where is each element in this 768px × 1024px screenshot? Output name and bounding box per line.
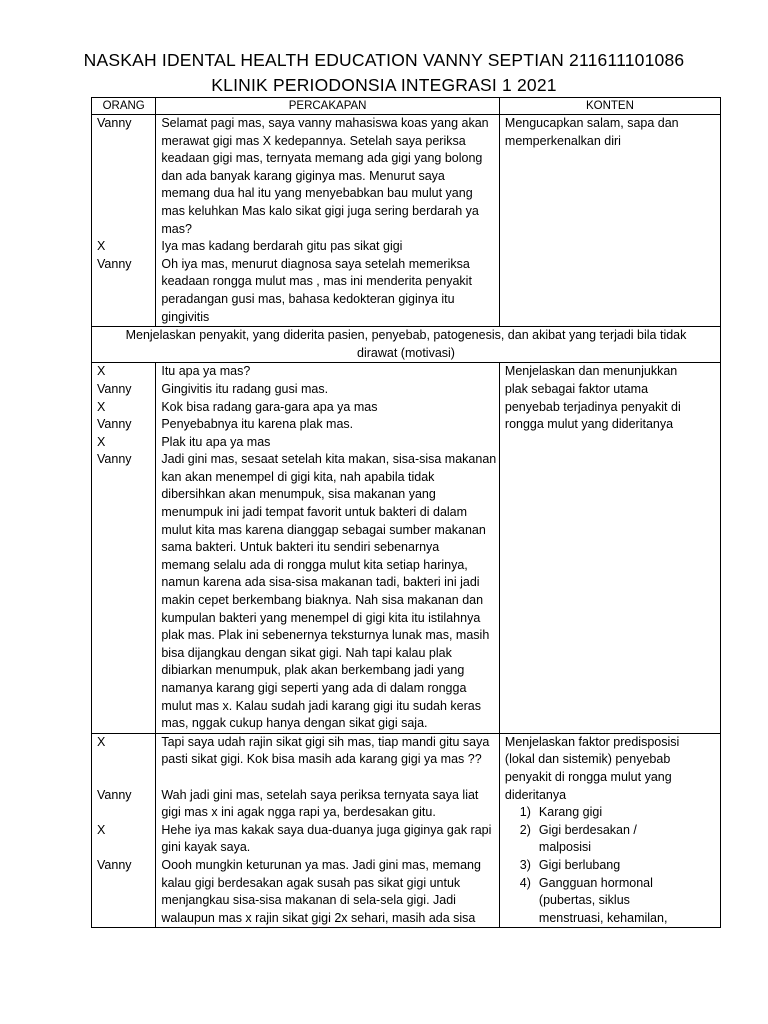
konten-line: plak sebagai faktor utama [504,381,649,396]
factor-text-line: Gigi berdesakan / [538,822,637,837]
dialogue-line: gigi mas x ini agak ngga rapi ya, berdesakan gitu. [161,805,436,820]
factor-text-line: malposisi [538,840,592,855]
speaker-name: X [97,399,106,414]
section-band-line: dirawat (motivasi) [357,345,455,360]
dialogue-line: Iya mas kadang berdarah gitu pas sikat gigi [161,239,403,254]
konten-line: Mengucapkan salam, sapa dan [504,116,679,130]
dialogue-line: Jadi gini mas, sesaat setelah kita makan, sisa-sisa makanan [161,452,497,467]
speaker-cell [92,733,156,928]
konten-line: Menjelaskan faktor predisposisi [504,734,680,749]
section-band [92,327,721,363]
dialogue-line: kan akan menempel di gigi kita, nah apabila tidak [161,469,435,484]
speaker-name [97,203,150,221]
speaker-name: X [97,734,106,749]
konten-line: rongga mulut yang dideritanya [504,417,674,432]
dialogue-line: pasti sikat gigi. Kok bisa masih ada karang gigi ya mas ?? [161,752,482,767]
header-percakapan: PERCAKAPAN [156,98,500,115]
dialogue-line: Hehe iya mas kakak saya dua-duanya juga giginya gak rapi [161,822,492,837]
table-header-row [92,98,721,115]
dialogue-line: mulut mas x. Kalau sudah jadi karang gigi itu sudah keras [161,698,481,713]
speaker-name [97,751,150,769]
factor-list-item [505,875,715,928]
dialogue-line: sama bakteri. Untuk bakteri itu sendiri sebenarnya [161,540,440,555]
factor-list-item [505,857,715,875]
factor-text [539,822,715,857]
factor-text [539,875,715,928]
dialogue-line: mas? [161,221,192,236]
konten-line: penyebab terjadinya penyakit di [504,399,681,414]
konten-cell [499,115,720,327]
speaker-name: X [97,822,106,837]
document-subtitle: KLINIK PERIODONSIA INTEGRASI 1 2021 [211,75,557,95]
speaker-name [97,839,150,857]
dialogue-line: Wah jadi gini mas, setelah saya periksa ternyata saya liat [161,787,479,802]
konten-line: Menjelaskan dan menunjukkan [504,364,678,379]
dialogue-cell [156,115,500,327]
section-band-line: Menjelaskan penyakit, yang diderita pasien, penyebab, patogenesis, dan akibat yang terjadi bila tidak [125,328,687,343]
dialogue-line: kalau gigi berdesakan agak susah pas sikat gigi untuk [161,875,461,890]
document-title: NASKAH IDENTAL HEALTH EDUCATION VANNY SEPTIAN 211611101086 [83,50,685,70]
speaker-name [97,804,150,822]
speaker-name [97,133,150,151]
dialogue-line: memang selalu ada di rongga mulut kita setiap harinya, [161,557,468,572]
table-row [92,363,721,733]
konten-line: penyakit di rongga mulut yang [504,769,672,784]
dialogue-line: Tapi saya udah rajin sikat gigi sih mas, tiap mandi gitu saya [161,734,490,749]
speaker-name: Vanny [97,787,132,802]
dialogue-line: memang dua hal itu yang menyebabkan bau mulut yang [161,186,473,201]
speaker-name: Vanny [97,116,132,130]
factor-number: 1) [519,805,531,820]
dialogue-line: dibiarkan menumpuk, plak akan berkembang jadi yang [161,663,465,678]
speaker-name: X [97,364,106,379]
speaker-name: Vanny [97,452,132,467]
header-konten: KONTEN [499,98,720,115]
factor-number: 2) [519,822,531,837]
dialogue-line: menjangkau sisa-sisa makanan di sela-sela gigi. Jadi [161,893,456,908]
factor-list-item [505,804,715,822]
dialogue-line: walaupun mas x rajin sikat gigi 2x sehari, masih ada sisa [161,910,476,925]
factor-text [539,804,715,822]
dialogue-line: merawat gigi mas X kedepannya. Setelah saya periksa [161,133,466,148]
section-band-row [92,327,721,363]
dialogue-line: gini kayak saya. [161,840,251,855]
speaker-name: X [97,434,106,449]
konten-cell [499,363,720,733]
dialogue-line: gingivitis [161,309,210,324]
factor-text-line: Karang gigi [538,805,603,820]
konten-line: memperkenalkan diri [504,133,621,148]
dialogue-cell [156,733,500,928]
speaker-name: Vanny [97,417,132,432]
dialogue-line: Oh iya mas, menurut diagnosa saya setelah memeriksa [161,256,470,271]
dialogue-line: menumpuk ini jadi tempat favorit untuk bakteri di dalam [161,505,468,520]
dialogue-line: dibersihkan akan menumpuk, sisa makanan yang [161,487,436,502]
konten-line: dideritanya [504,787,567,802]
dialogue-line: mulut kita mas karena dianggap sebagai sumber makanan [161,522,486,537]
speaker-name [97,185,150,203]
dialogue-line: Oooh mungkin keturunan ya mas. Jadi gini mas, memang [161,857,481,872]
factor-text-line: menstruasi, kehamilan, [538,910,668,925]
dialogue-line: mas keluhkan Mas kalo sikat gigi juga sering berdarah ya [161,203,479,218]
factor-text-line: Gigi berlubang [538,857,621,872]
dialogue-line: bisa dijangkau dengan sikat gigi. Nah tapi kalau plak [161,645,452,660]
factor-text-line: Gangguan hormonal [538,875,653,890]
dialogue-line: Kok bisa radang gara-gara apa ya mas [161,399,378,414]
table-row [92,733,721,928]
dialogue-line: dan ada banyak karang giginya mas. Menurut saya [161,168,445,183]
script-table [91,97,721,928]
speaker-name [97,168,150,186]
dialogue-line: kumpulan bakteri yang menempel di gigi kita itu istilahnya [161,610,481,625]
factor-list-item [505,822,715,857]
dialogue-line: peradangan gusi mas, bahasa kedokteran giginya itu [161,291,455,306]
speaker-name [97,150,150,168]
speaker-name: Vanny [97,256,132,271]
dialogue-line: namun karena ada sisa-sisa makanan tadi, bakteri ini jadi [161,575,480,590]
dialogue-line: Itu apa ya mas? [161,364,251,379]
header-orang: ORANG [92,98,156,115]
dialogue-line: makin cepet berkembang biaknya. Nah sisa makanan dan [161,593,484,608]
dialogue-line: namanya karang gigi seperti yang ada di dalam rongga [161,681,467,695]
dialogue-line: keadaan rongga mulut mas , mas ini menderita penyakit [161,274,472,289]
speaker-cell [92,115,156,327]
table-row [92,115,721,327]
speaker-cell [92,363,156,733]
konten-line: (lokal dan sistemik) penyebab [504,752,671,767]
konten-cell [499,733,720,928]
factor-number: 3) [519,857,531,872]
speaker-name [97,769,150,787]
dialogue-line: mas, nggak cukup hanya dengan sikat gigi saja. [161,716,428,731]
dialogue-cell [156,363,500,733]
factor-text-line: (pubertas, siklus [538,893,630,908]
dialogue-line: keadaan gigi mas, ternyata memang ada gigi yang bolong [161,151,483,166]
dialogue-line: Plak itu apa ya mas [161,434,271,449]
dialogue-line [161,769,494,787]
speaker-name [97,221,150,239]
dialogue-line: plak mas. Plak ini sebenernya teksturnya lunak mas, masih [161,628,490,643]
speaker-name: Vanny [97,381,132,396]
factor-list [505,804,715,927]
speaker-name: X [97,239,106,254]
speaker-name: Vanny [97,857,132,872]
factor-number: 4) [519,875,531,890]
factor-text [539,857,715,875]
dialogue-line: Selamat pagi mas, saya vanny mahasiswa koas yang akan [161,116,489,130]
dialogue-line: Penyebabnya itu karena plak mas. [161,417,354,432]
dialogue-line: Gingivitis itu radang gusi mas. [161,381,329,396]
